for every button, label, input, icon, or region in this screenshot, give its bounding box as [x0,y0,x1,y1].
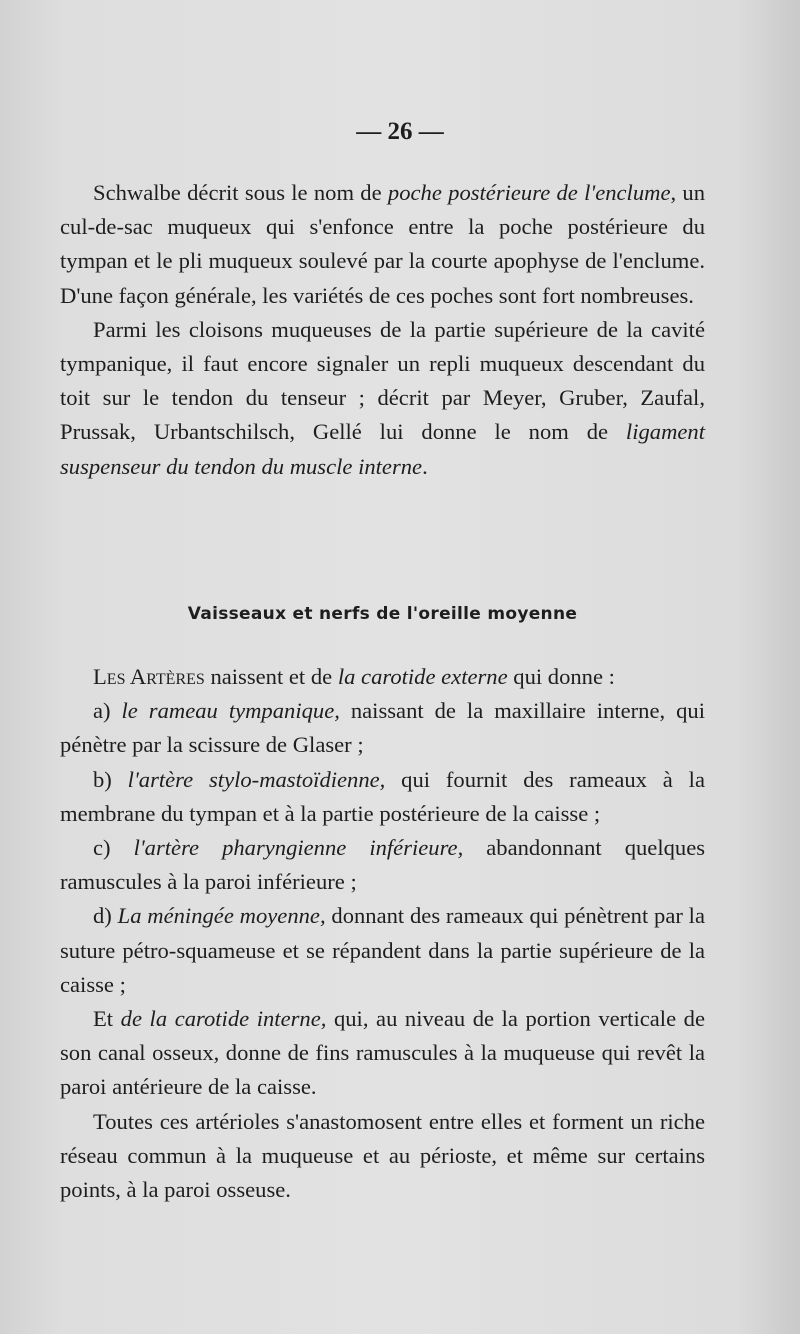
paragraph-anastomoses: Toutes ces artérioles s'anastomosent entre elles et forment un riche réseau commun à la muqueuse et au périoste, et même sur certains points, à la paroi osseuse. [60,1108,705,1203]
paragraph-schwalbe: Schwalbe décrit sous le nom de poche postérieure de l'enclume, un cul-de-sac muqueux qui s'enfonce entre la poche postérieure du tympan et le pli muqueux soulevé par la courte apophyse de l'enclume. D'une façon générale, les variétés de ces poches sont fort nombreuses. [60,180,706,308]
paragraph-item-d: d) La méningée moyenne, donnant des rameaux qui pénètrent par la suture pétro-squameuse et se répandent dans la partie supérieure de la caisse ; [60,903,705,997]
page-number: — 26 — [356,118,444,145]
section-heading: Vaisseaux et nerfs de l'oreille moyenne [187,604,578,624]
paragraph-cloisons: Parmi les cloisons muqueuses de la partie supérieure de la cavité tympanique, il faut encore signaler un repli muqueux descendant du toit sur le tendon du tenseur ; décrit par Meyer, Gruber, Zaufal, Prussak, Urbantschilsch, Gellé lui donne le nom de ligament suspenseur du tendon du muscle interne. [60,316,705,479]
paragraph-item-a: a) le rameau tympanique, naissant de la maxillaire interne, qui pénètre par la scissure de Glaser ; [60,698,705,758]
paragraph-arteres-intro: Les Artères naissent et de la carotide externe qui donne : [93,664,615,689]
paragraph-item-b: b) l'artère stylo-mastoïdienne, qui fournit des rameaux à la membrane du tympan et à la partie postérieure de la caisse ; [60,766,705,826]
paragraph-item-c: c) l'artère pharyngienne inférieure, abandonnant quelques ramuscules à la paroi inférieure ; [60,835,706,895]
upper-text-block [60,176,705,484]
paragraph-carotide-interne: Et de la carotide interne, qui, au niveau de la portion verticale de son canal osseux, donne de fins ramuscules à la muqueuse qui revêt la paroi antérieure de la caisse. [60,1006,705,1100]
arteries-text-block [60,660,705,1207]
